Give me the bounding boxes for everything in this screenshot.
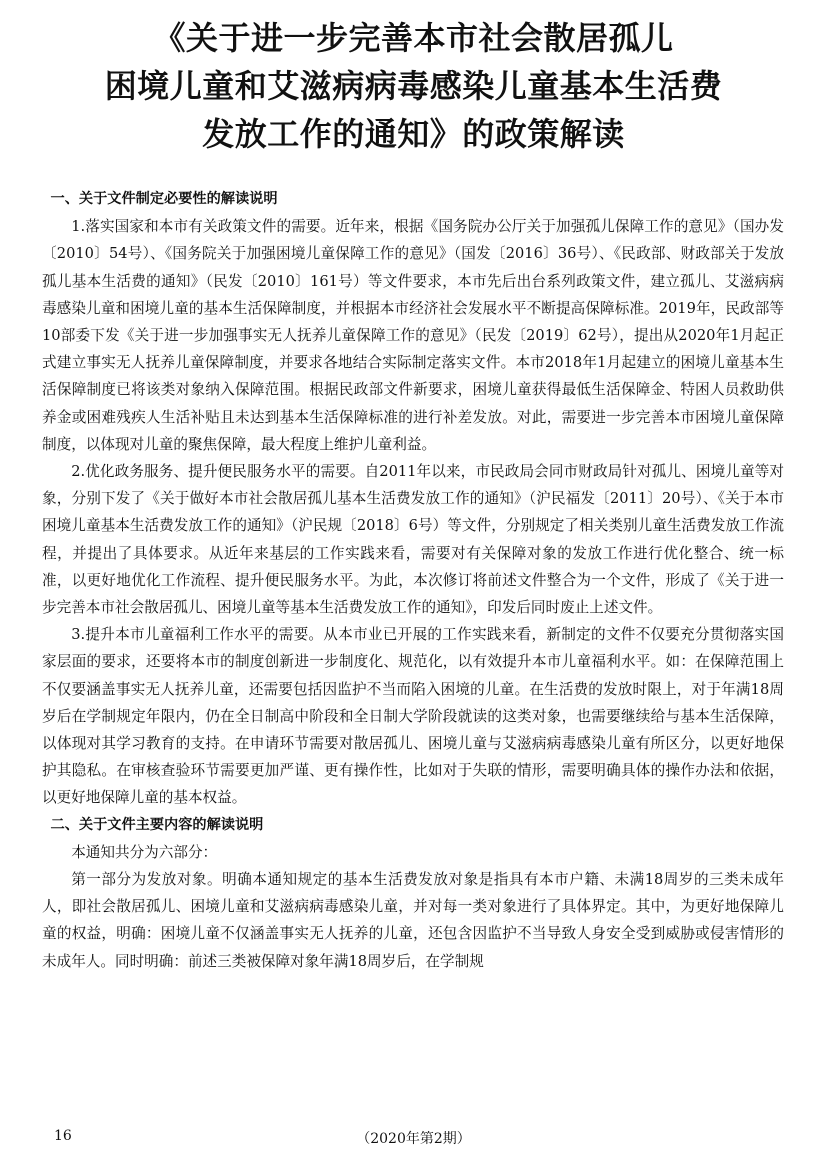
title-line: 困境儿童和艾滋病病毒感染儿童基本生活费 [104,67,723,105]
page-number: 16 [54,1128,72,1144]
title-line: 《关于进一步完善本市社会散居孤儿 [153,19,674,57]
title-line: 发放工作的通知》的政策解读 [202,115,625,153]
document-title [30,14,797,158]
paragraph: 1.落实国家和本市有关政策文件的需要。近年来，根据《国务院办公厅关于加强孤儿保障工作的意见》（国办发〔2010〕54号）、《国务院关于加强困境儿童保障工作的意见》（国发〔2016〕36号）、《民政部、财政部关于发放孤儿基本生活费的通知》（民发〔2010〕161号）等文件要求，本市先后出台系列政策文件，建立孤儿、艾滋病病毒感染儿童和困境儿童的基本生活保障制度，并根据本市经济社会发展水平不断提高保障标准。2019年，民政部等10部委下发《关于进一步加强事实无人抚养儿童保障工作的意见》（民发〔2019〕62号），提出从2020年1月起正式建立事实无人抚养儿童保障制度，并要求各地结合实际制定落实文件。本市2018年1月起建立的困境儿童基本生活保障制度已将该类对象纳入保障范围。根据民政部文件新要求，困境儿童获得最低生活保障金、特困人员救助供养金或困难残疾人生活补贴且未达到基本生活保障标准的进行补差发放。对此，需要进一步完善本市困境儿童保障制度，以体现对儿童的聚焦保障，最大程度上维护儿童利益。 [42,218,784,453]
paragraph: 3.提升本市儿童福利工作水平的需要。从本市业已开展的工作实践来看，新制定的文件不仅要充分贯彻落实国家层面的要求，还要将本市的制度创新进一步制度化、规范化，以有效提升本市儿童福利水平。如：在保障范围上不仅要涵盖事实无人抚养儿童，还需要包括因监护不当而陷入困境的儿童。在生活费的发放时限上，对于年满18周岁后在学制规定年限内，仍在全日制高中阶段和全日制大学阶段就读的这类对象，也需要继续给与基本生活保障，以体现对其学习教育的支持。在申请环节需要对散居孤儿、困境儿童与艾滋病病毒感染儿童有所区分，以更好地保护其隐私。在审核查验环节需要更加严谨、更有操作性，比如对于失联的情形，需要明确具体的操作办法和依据，以更好地保障儿童的基本权益。 [42,626,784,807]
paragraph: 本通知共分为六部分： [71,843,218,861]
document-body [42,186,784,975]
section-heading: 一、关于文件制定必要性的解读说明 [50,191,278,207]
paragraph: 第一部分为发放对象。明确本通知规定的基本生活费发放对象是指具有本市户籍、未满18周岁的三类未成年人，即社会散居孤儿、困境儿童和艾滋病病毒感染儿童，并对每一类对象进行了具体界定。其中，为更好地保障儿童的权益，明确：困境儿童不仅涵盖事实无人抚养的儿童，还包含因监护不当导致人身安全受到威胁或侵害情形的未成年人。同时明确：前述三类被保障对象年满18周岁后，在学制规 [42,871,784,970]
section-heading: 二、关于文件主要内容的解读说明 [50,816,264,833]
paragraph: 2.优化政务服务、提升便民服务水平的需要。自2011年以来，市民政局会同市财政局针对孤儿、困境儿童等对象，分别下发了《关于做好本市社会散居孤儿基本生活费发放工作的通知》（沪民福发〔2011〕20号）、《关于本市困境儿童基本生活费发放工作的通知》（沪民规〔2018〕6号）等文件，分别规定了相关类别儿童生活费发放工作流程，并提出了具体要求。从近年来基层的工作实践来看，需要对有关保障对象的发放工作进行优化整合、统一标准，以更好地优化工作流程、提升便民服务水平。为此，本次修订将前述文件整合为一个文件，形成了《关于进一步完善本市社会散居孤儿、困境儿童等基本生活费发放工作的通知》，印发后同时废止上述文件。 [42,463,784,617]
issue-label: （2020年第2期） [356,1131,471,1147]
page-footer [0,1128,827,1152]
